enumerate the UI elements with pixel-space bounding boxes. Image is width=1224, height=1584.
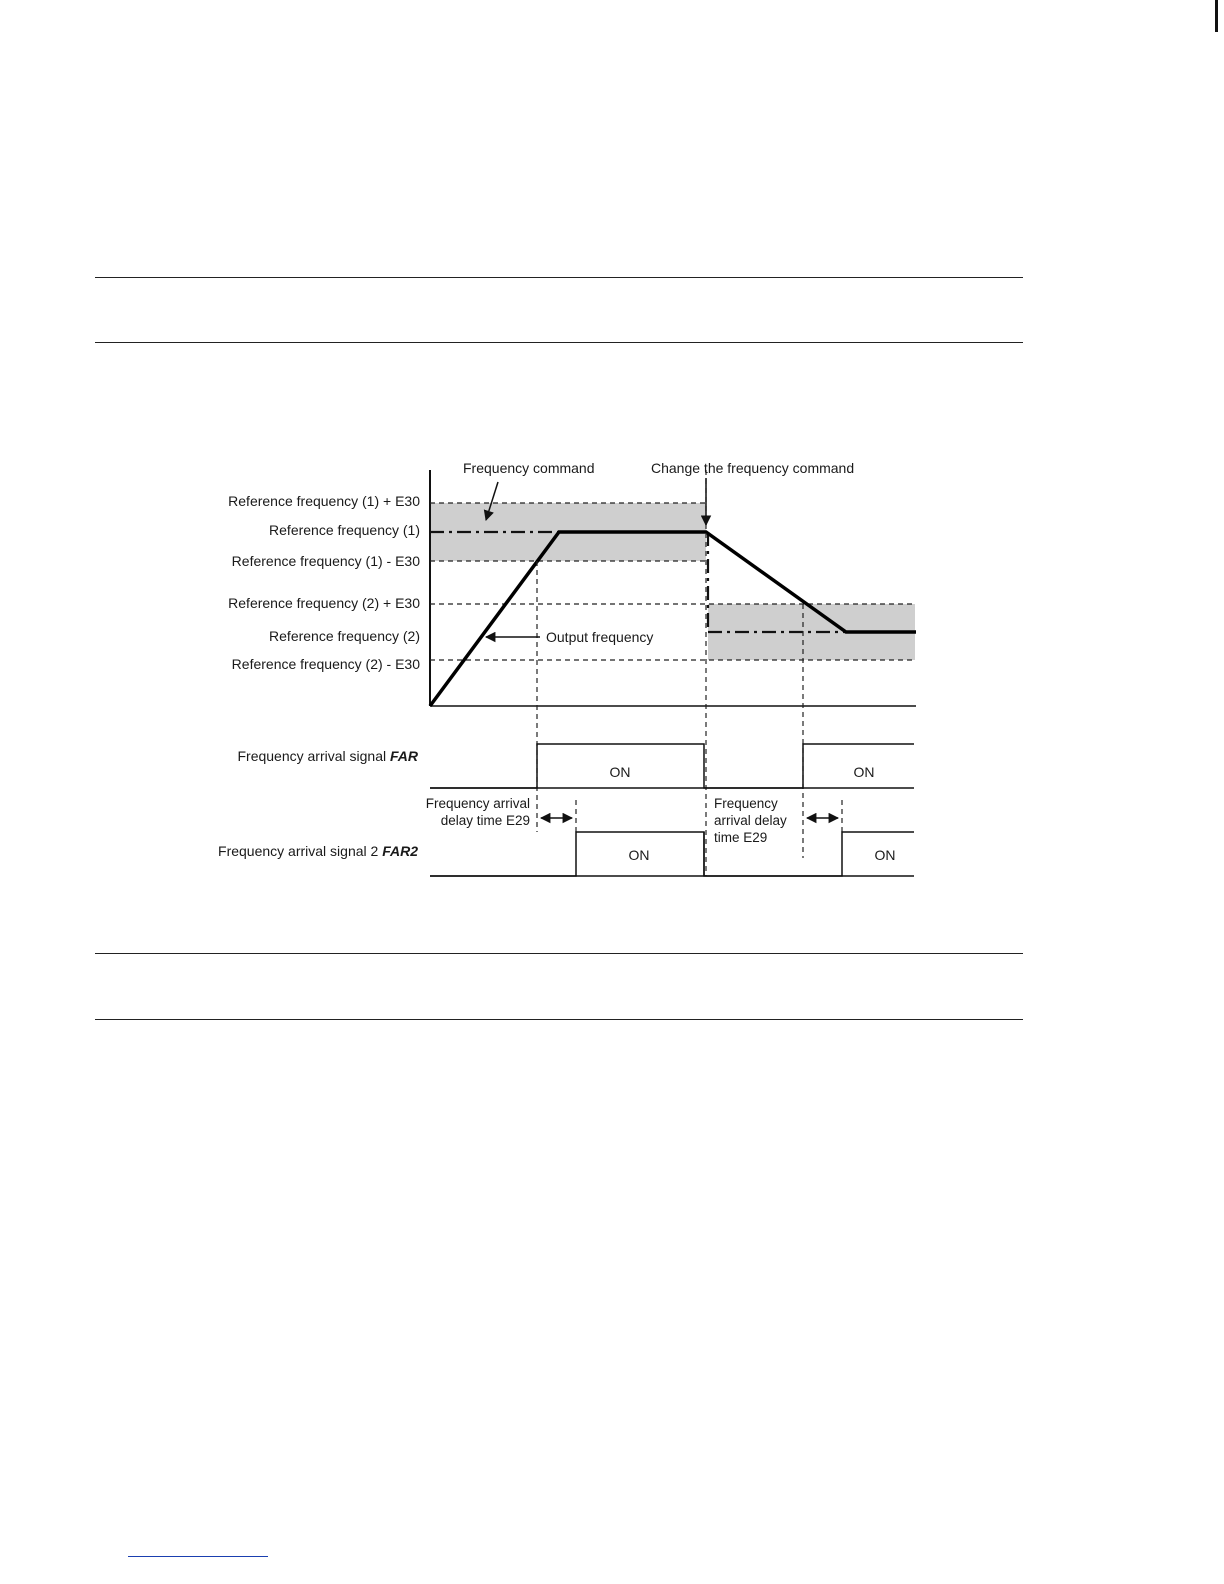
far-signal-waveform [430,744,914,788]
ref2-minus-label: Reference frequency (2) - E30 [231,656,420,672]
delay-1-line-2: delay time E29 [440,813,530,828]
output-frequency-label: Output frequency [546,629,654,645]
ref1-label: Reference frequency (1) [269,522,420,538]
delay-2-line-2: arrival delay [714,813,787,828]
ref2-plus-label: Reference frequency (2) + E30 [228,595,420,611]
frequency-command-label: Frequency command [463,460,595,476]
far-on-label-2: ON [853,764,875,780]
delay-2-line-3: time E29 [714,830,768,845]
far2-on-label-2: ON [874,847,896,863]
delay-2-line-1: Frequency [714,796,778,811]
far2-signal-waveform [430,832,914,876]
ref1-plus-label: Reference frequency (1) + E30 [228,493,420,509]
delay-1-line-1: Frequency arrival [425,796,530,811]
ref2-label: Reference frequency (2) [269,628,420,644]
change-command-label: Change the frequency command [651,460,855,476]
ref1-minus-label: Reference frequency (1) - E30 [231,553,420,569]
far-label: Frequency arrival signal FAR [237,748,418,764]
far-on-label-1: ON [609,764,631,780]
far2-label: Frequency arrival signal 2 FAR2 [218,843,418,859]
far2-on-label-1: ON [628,847,650,863]
